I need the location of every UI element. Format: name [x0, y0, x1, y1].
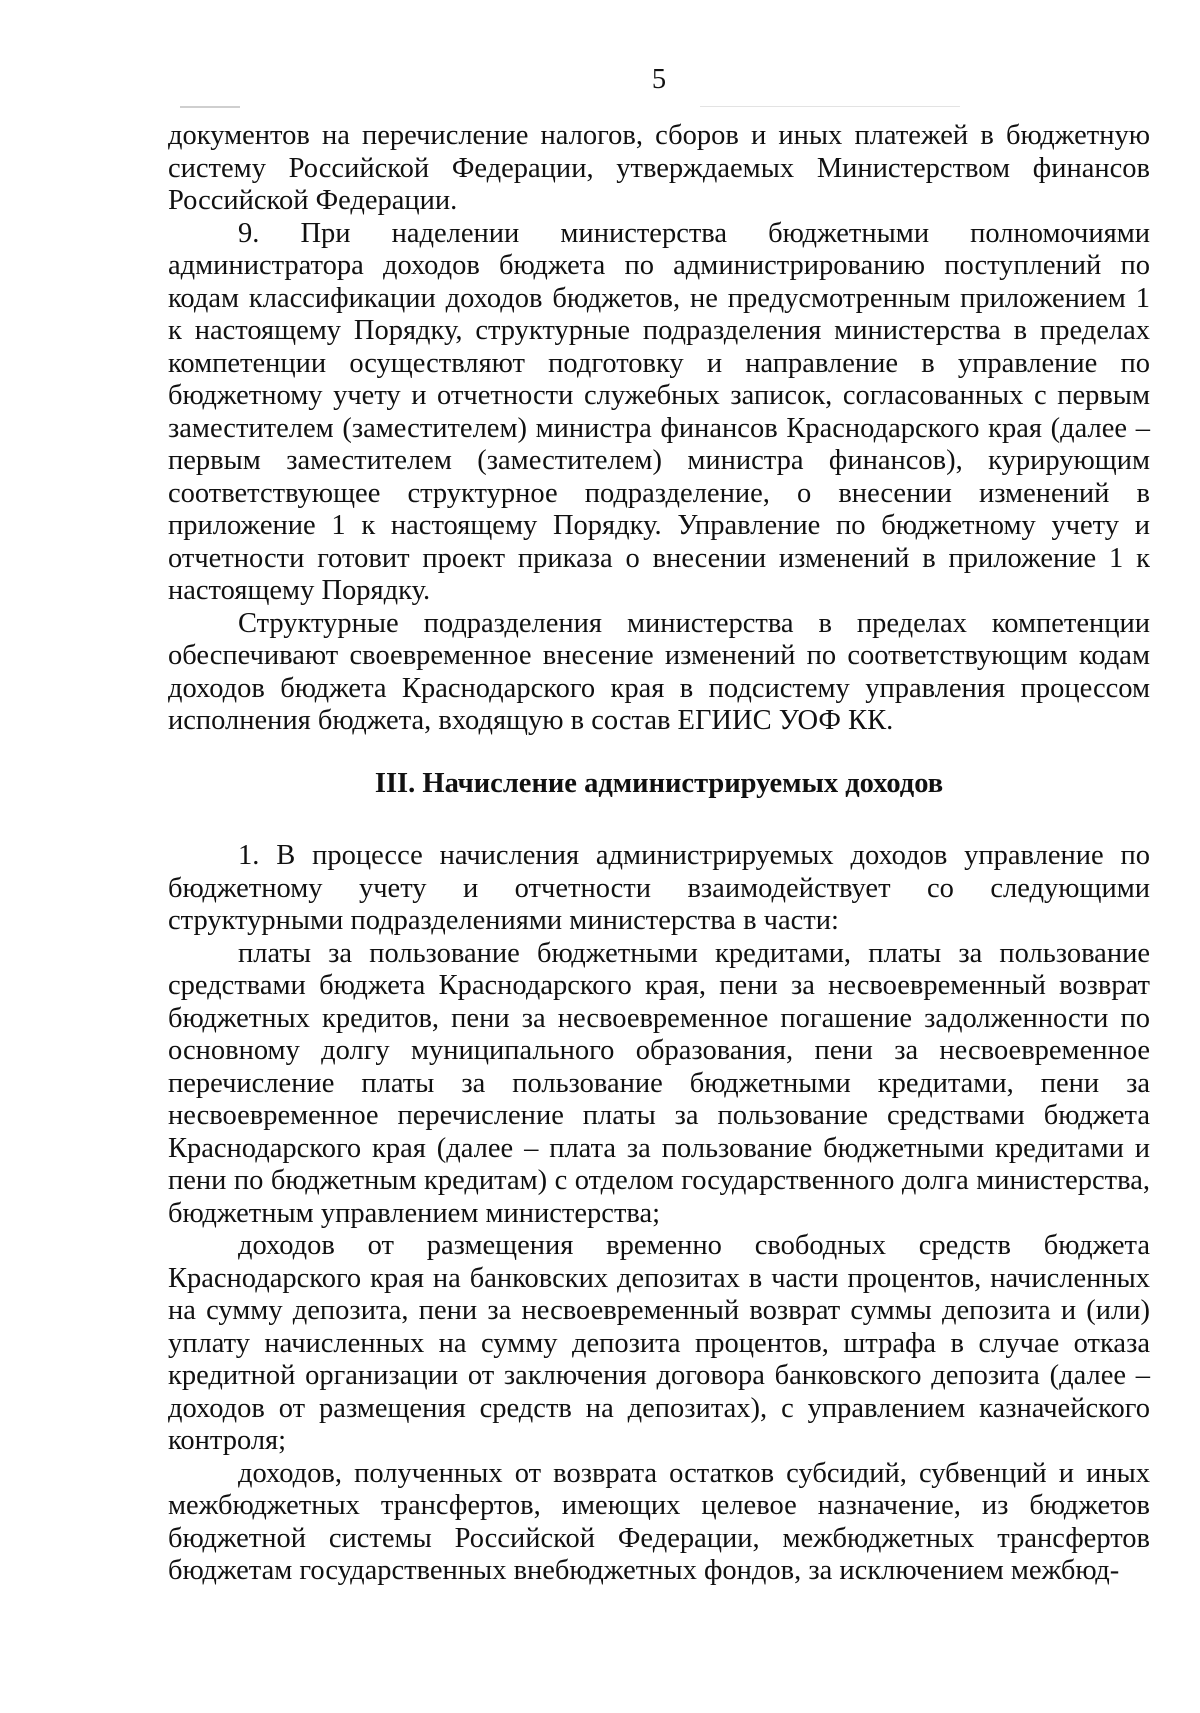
paragraph-item-9: 9. При наделении министерства бюджетными полномочиями администратора доходов бюджета по администрированию поступлений по кодам классификации доходов бюджетов, не предусмотренным приложением 1 к настоящему Порядку, структурные подразделения министерства в пределах компетенции осуществляют подготовку и направление в управление по бюджетному учету и отчетности служебных записок, согласованных с первым заместителем (заместителем) министра финансов Краснодарского края (далее – первым заместителем (заместителем) министра финансов), курирующим соответствующее структурное подразделение, о внесении изменений в приложение 1 к настоящему Порядку. Управление по бюджетному учету и отчетности готовит проект приказа о внесении изменений в приложение 1 к настоящему Порядку. [168, 217, 1150, 606]
section-heading: III. Начисление администрируемых доходов [374, 767, 944, 799]
paragraph-loan-fees: платы за пользование бюджетными кредитами, платы за пользование средствами бюджета Краснодарского края, пени за несвоевременный возврат бюджетных кредитов, пени за несвоевременное погашение задолженности по основному долгу муниципального образования, пени за несвоевременное перечисление платы за пользование бюджетными кредитами, пени за несвоевременное перечисление платы за пользование средствами бюджета Краснодарского края (далее – плата за пользование бюджетными кредитами и пени по бюджетным кредитам) с отделом государственного долга министерства, бюджетным управлением министерства; [168, 937, 1150, 1229]
paragraph-transfer-returns: доходов, полученных от возврата остатков субсидий, субвенций и иных межбюджетных трансфертов, имеющих целевое назначение, из бюджетов бюджетной системы Российской Федерации, межбюджетных трансфертов бюджетам государственных внебюджетных фондов, за исключением межбюд- [168, 1457, 1150, 1586]
paragraph-continuation: документов на перечисление налогов, сборов и иных платежей в бюджетную систему Российской Федерации, утверждаемых Министерством финансов Российской Федерации. [168, 120, 1150, 216]
document-page [168, 62, 1150, 1588]
paragraph-deposit-income: доходов от размещения временно свободных средств бюджета Краснодарского края на банковских депозитах в части процентов, начисленных на сумму депозита, пени за несвоевременный возврат суммы депозита и (или) уплату начисленных на сумму депозита процентов, штрафа в случае отказа кредитной организации от заключения договора банковского депозита (далее – доходов от размещения средств на депозитах), с управлением казначейского контроля; [168, 1230, 1150, 1456]
page-number: 5 [651, 64, 667, 95]
paragraph-item-1: 1. В процессе начисления администрируемых доходов управление по бюджетному учету и отчетности взаимодействует со следующими структурными подразделениями министерства в части: [168, 840, 1150, 936]
paragraph-structural-units: Структурные подразделения министерства в пределах компетенции обеспечивают своевременное внесение изменений по соответствующим кодам доходов бюджета Краснодарского края в подсистему управления процессом исполнения бюджета, входящую в состав ЕГИИС УОФ КК. [168, 607, 1150, 736]
